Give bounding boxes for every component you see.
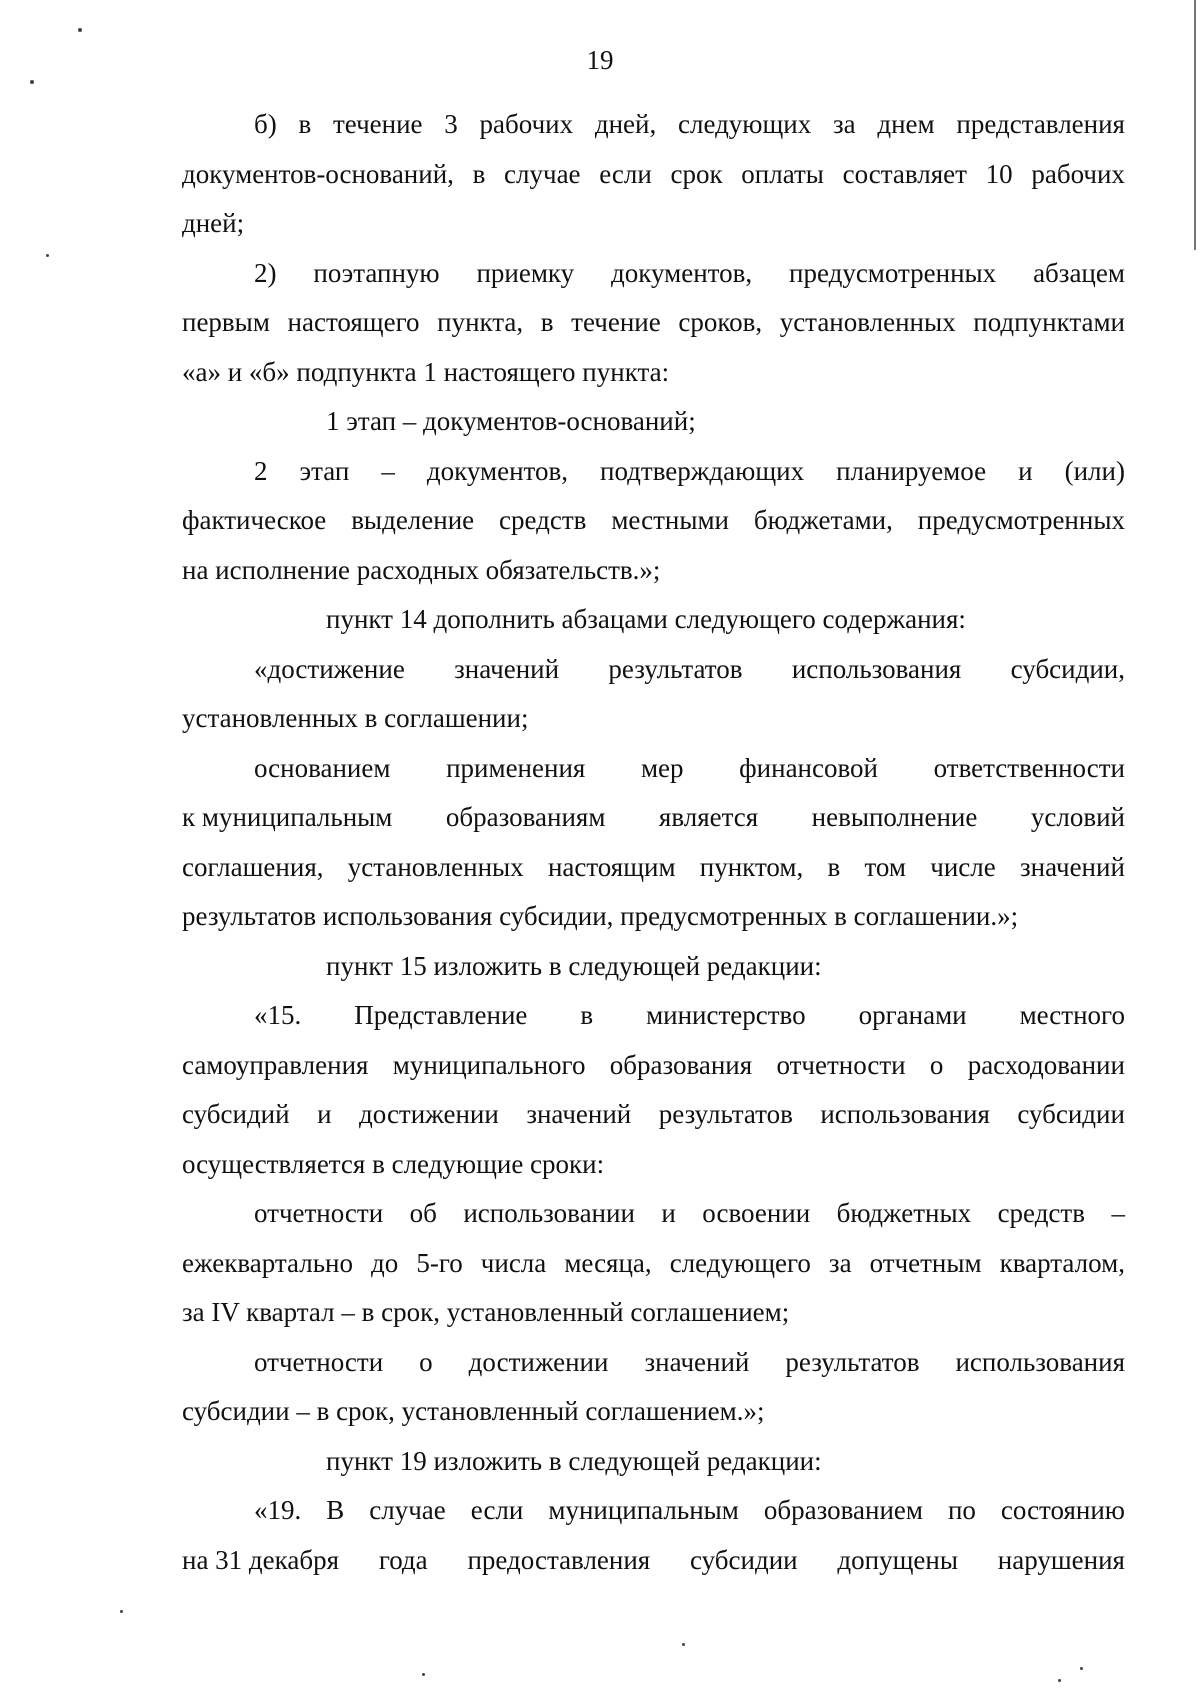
word: приемку <box>476 257 575 288</box>
word: мер <box>640 752 684 783</box>
word: значений <box>1019 851 1125 882</box>
word: 2 <box>254 455 268 486</box>
word: первым <box>182 307 270 337</box>
word: в <box>472 158 486 189</box>
word: в <box>540 307 554 337</box>
scan-edge-line <box>1194 0 1196 250</box>
word: – <box>381 455 395 486</box>
word: состоянию <box>1000 1495 1125 1525</box>
word: – <box>1111 1198 1125 1228</box>
word: «19. <box>254 1495 302 1525</box>
word: о <box>929 1049 944 1080</box>
word: настоящим <box>547 851 676 882</box>
word: в <box>580 1000 594 1030</box>
word: субсидии <box>690 1544 798 1575</box>
word: подпунктами <box>973 307 1125 337</box>
word: днем <box>877 109 935 139</box>
text-line: пункт 14 дополнить абзацами следующего содержания: <box>326 604 966 634</box>
word: следующих <box>677 109 812 139</box>
text-line: дней; <box>182 208 245 238</box>
word: органами <box>858 1000 967 1030</box>
text-line <box>182 447 1125 497</box>
scan-speck <box>78 28 82 32</box>
text-line: 1 этап – документов-оснований; <box>326 406 696 436</box>
text-line <box>182 991 1125 1041</box>
word: муниципальным <box>548 1495 739 1525</box>
word: поэтапную <box>313 257 440 288</box>
word: срок <box>670 158 723 189</box>
word: том <box>864 851 906 882</box>
word: является <box>658 802 759 832</box>
word: соглашения, <box>182 851 324 882</box>
word: и <box>1018 455 1033 486</box>
word: «15. <box>254 1000 302 1030</box>
word: предусмотренных <box>789 257 997 288</box>
word: пункта, <box>437 307 524 337</box>
text-line <box>182 298 1125 348</box>
word: образования <box>609 1049 753 1080</box>
word: в <box>298 109 312 139</box>
text-line <box>182 1536 1125 1586</box>
word: документов, <box>611 257 753 288</box>
word: средств <box>499 505 587 535</box>
word: местного <box>1019 1000 1125 1030</box>
text-line <box>182 843 1125 893</box>
word: «достижение <box>254 653 405 684</box>
word: нарушения <box>997 1544 1125 1575</box>
word: 3 <box>444 109 458 139</box>
word: применения <box>446 752 586 783</box>
word: числе <box>930 851 996 882</box>
word: субсидий <box>182 1099 290 1129</box>
text-line: «а» и «б» подпункта 1 настоящего пункта: <box>182 356 670 387</box>
text-line <box>182 1486 1125 1536</box>
word: к муниципальным <box>182 802 393 832</box>
word: субсидии, <box>1010 653 1125 684</box>
word: (или) <box>1064 455 1125 486</box>
text-line <box>182 496 1125 546</box>
word: о <box>419 1346 433 1377</box>
word: сроков, <box>678 307 763 337</box>
word: использовании <box>463 1198 635 1228</box>
word: результатов <box>608 653 743 684</box>
word: кварталом, <box>999 1247 1125 1278</box>
word: подтверждающих <box>600 455 805 486</box>
text-line: пункт 15 изложить в следующей редакции: <box>326 950 822 981</box>
word: результатов <box>785 1346 920 1377</box>
word: за <box>832 109 856 139</box>
word: если <box>470 1495 524 1525</box>
word: финансовой <box>739 752 878 783</box>
text-line <box>182 793 1125 843</box>
word: отчетности <box>254 1198 384 1228</box>
word: условий <box>1030 802 1125 832</box>
text-line <box>182 1189 1125 1239</box>
word: использования <box>791 653 962 684</box>
text-line <box>182 744 1125 794</box>
word: отчетности <box>776 1049 906 1080</box>
scan-speck <box>30 80 34 84</box>
word: числа <box>480 1247 547 1278</box>
word: б) <box>254 109 277 139</box>
word: рабочих <box>479 109 574 139</box>
word: рабочих <box>1031 158 1125 189</box>
text-line <box>182 1041 1125 1091</box>
word: течение <box>571 307 661 337</box>
word: на 31 декабря <box>182 1544 340 1575</box>
word: ежеквартально <box>182 1247 353 1278</box>
word: составляет <box>842 158 967 189</box>
word: следующего <box>669 1247 811 1278</box>
scan-speck <box>120 1610 123 1613</box>
word: бюджетных <box>836 1198 972 1228</box>
text-line <box>182 249 1125 299</box>
word: местными <box>611 505 729 535</box>
word: результатов <box>658 1099 793 1129</box>
page-number: 19 <box>586 45 614 75</box>
word: предусмотренных <box>917 505 1125 535</box>
word: фактическое <box>182 505 327 535</box>
word: если <box>599 158 652 189</box>
text-line: осуществляется в следующие сроки: <box>182 1148 605 1179</box>
word: значений <box>644 1346 750 1377</box>
scan-speck <box>422 1673 425 1676</box>
word: допущены <box>837 1544 958 1575</box>
word: планируемое <box>836 455 987 486</box>
word: в <box>827 851 841 882</box>
word: использования <box>955 1346 1125 1377</box>
text-line: на исполнение расходных обязательств.»; <box>182 554 661 585</box>
word: установленных <box>347 851 524 882</box>
word: образованием <box>763 1495 923 1525</box>
text-line: установленных в соглашении; <box>182 703 529 733</box>
word: течение <box>332 109 423 139</box>
text-line <box>182 100 1125 150</box>
text-line: за IV квартал – в срок, установленный соглашением; <box>182 1297 790 1327</box>
word: случае <box>504 158 581 189</box>
word: абзацем <box>1033 257 1125 288</box>
word: года <box>378 1544 428 1575</box>
word: за <box>828 1247 852 1278</box>
text-line: пункт 19 изложить в следующей редакции: <box>326 1445 822 1476</box>
word: предоставления <box>467 1544 651 1575</box>
text-line <box>182 645 1125 695</box>
word: субсидии <box>1017 1099 1125 1129</box>
word: документов, <box>426 455 568 486</box>
word: документов-оснований, <box>182 158 454 189</box>
word: основанием <box>254 752 391 783</box>
scan-speck <box>46 254 49 257</box>
word: муниципального <box>392 1049 586 1080</box>
word: до <box>371 1247 399 1278</box>
word: средств <box>997 1198 1085 1228</box>
document-body <box>182 100 1125 1585</box>
word: образованиям <box>445 802 606 832</box>
scan-speck <box>1058 1679 1061 1682</box>
word: оплаты <box>741 158 824 189</box>
scan-speck <box>1080 1667 1083 1670</box>
word: достижении <box>359 1099 499 1129</box>
word: и <box>317 1099 332 1129</box>
text-line <box>182 1338 1125 1388</box>
word: 10 <box>985 158 1013 189</box>
word: дней, <box>594 109 657 139</box>
word: представления <box>956 109 1125 139</box>
word: 5-го <box>416 1247 463 1278</box>
word: установленных <box>779 307 956 337</box>
text-line <box>182 150 1125 200</box>
word: невыполнение <box>811 802 978 832</box>
text-line <box>182 1090 1125 1140</box>
word: ответственности <box>933 752 1125 783</box>
scan-speck <box>682 1643 685 1646</box>
word: В <box>326 1495 345 1525</box>
word: случае <box>369 1495 446 1525</box>
word: самоуправления <box>182 1049 369 1080</box>
text-line <box>182 1239 1125 1289</box>
word: этап <box>299 455 350 486</box>
word: Представление <box>354 1000 528 1030</box>
word: месяца, <box>564 1247 652 1278</box>
word: освоении <box>702 1198 811 1228</box>
word: отчетности <box>254 1346 384 1377</box>
word: бюджетами, <box>753 505 893 535</box>
word: и <box>661 1198 676 1228</box>
word: пунктом, <box>699 851 804 882</box>
word: по <box>947 1495 976 1525</box>
word: выделение <box>351 505 475 535</box>
word: отчетным <box>869 1247 982 1278</box>
word: 2) <box>254 257 277 288</box>
word: министерство <box>646 1000 806 1030</box>
word: достижении <box>468 1346 609 1377</box>
text-line: результатов использования субсидии, предусмотренных в соглашении.»; <box>182 901 1019 931</box>
word: значений <box>526 1099 632 1129</box>
word: значений <box>454 653 560 684</box>
word: настоящего <box>287 307 420 337</box>
word: об <box>409 1198 437 1228</box>
text-line: субсидии – в срок, установленный соглашением.»; <box>182 1396 765 1426</box>
word: расходовании <box>967 1049 1125 1080</box>
word: использования <box>820 1099 990 1129</box>
